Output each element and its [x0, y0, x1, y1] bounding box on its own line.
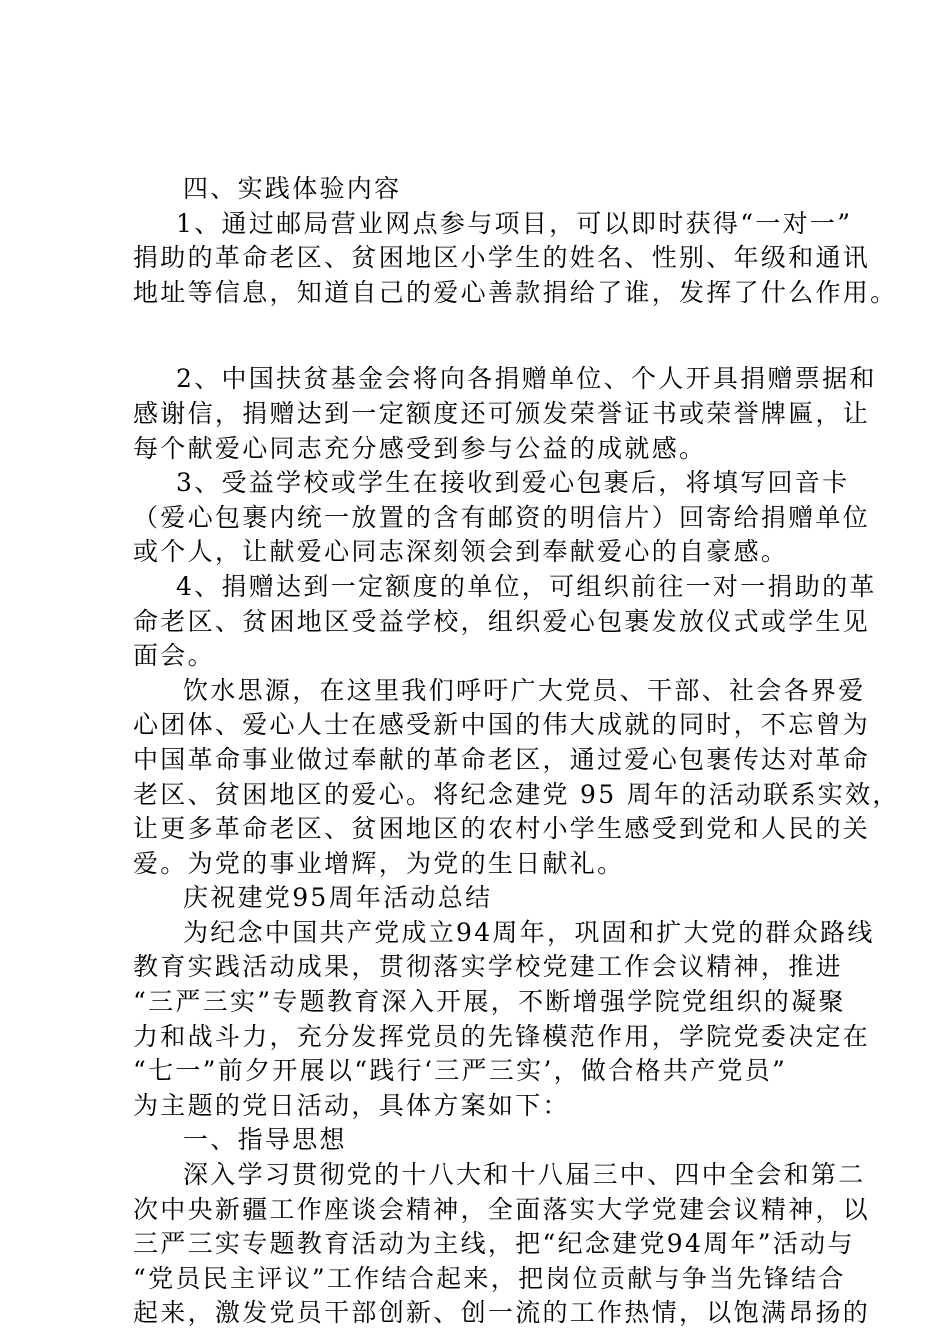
text-line: “党员民主评议”工作结合起来，把岗位贡献与争当先锋结合 — [133, 1263, 846, 1293]
text-line: 力和战斗力，充分发挥党员的先锋模范作用，学院党委决定在 — [133, 1021, 871, 1051]
text-line: 命老区、贫困地区受益学校，组织爱心包裹发放仪式或学生见 — [133, 606, 871, 636]
text-line: 教育实践活动成果，贯彻落实学校党建工作会议精神，推进 — [133, 952, 843, 982]
text-line: 地址等信息，知道自己的爱心善款捐给了谁，发挥了什么作用。 — [133, 277, 898, 307]
text-line: “七一”前夕开展以“践行‘三严三实’，做合格共产党员” — [133, 1056, 788, 1086]
text-line: 爱。为党的事业增辉，为党的生日献礼。 — [133, 848, 625, 878]
text-line: 三严三实专题教育活动为主线，把“纪念建党94周年”活动与 — [133, 1229, 855, 1259]
text-line: 为主题的党日活动，具体方案如下： — [133, 1090, 570, 1120]
text-line: 次中央新疆工作座谈会精神，全面落实大学党建会议精神，以 — [133, 1194, 871, 1224]
text-line: “三严三实”专题教育深入开展，不断增强学院党组织的凝聚 — [133, 987, 846, 1017]
text-line: 或个人，让献爱心同志深刻领会到奉献爱心的自豪感。 — [133, 537, 789, 567]
text-line: 为纪念中国共产党成立94周年，巩固和扩大党的群众路线 — [183, 917, 875, 947]
text-line: 深入学习贯彻党的十八大和十八届三中、四中全会和第二 — [183, 1160, 866, 1190]
text-line: 2、中国扶贫基金会将向各捐赠单位、个人开具捐赠票据和 — [176, 364, 877, 394]
text-line: 老区、贫困地区的爱心。将纪念建党 95 周年的活动联系实效， — [133, 779, 900, 809]
paragraph-gap — [133, 310, 843, 362]
text-line: 每个献爱心同志充分感受到参与公益的成就感。 — [133, 433, 707, 463]
text-line: （爱心包裹内统一放置的含有邮资的明信片）回寄给捐赠单位 — [133, 502, 871, 532]
text-line: 心团体、爱心人士在感受新中国的伟大成就的同时，不忘曾为 — [133, 710, 871, 740]
section-heading: 一、指导思想 — [183, 1125, 347, 1155]
document-body — [133, 172, 900, 1331]
text-line: 捐助的革命老区、贫困地区小学生的姓名、性别、年级和通讯 — [133, 243, 871, 273]
text-line: 中国革命事业做过奉献的革命老区，通过爱心包裹传达对革命 — [133, 744, 871, 774]
text-line: 1、通过邮局营业网点参与项目，可以即时获得“一对一” — [176, 208, 853, 238]
text-line: 4、捐赠达到一定额度的单位，可组织前往一对一捐助的革 — [176, 571, 877, 601]
text-line: 起来，激发党员干部创新、创一流的工作热情，以饱满昂扬的 — [133, 1298, 871, 1328]
text-line: 感谢信，捐赠达到一定额度还可颁发荣誉证书或荣誉牌匾，让 — [133, 398, 871, 428]
text-line: 让更多革命老区、贫困地区的农村小学生感受到党和人民的关 — [133, 814, 871, 844]
text-line: 3、受益学校或学生在接收到爱心包裹后，将填写回音卡 — [176, 468, 850, 498]
text-line: 饮水思源，在这里我们呼吁广大党员、干部、社会各界爱 — [183, 675, 866, 705]
section-heading: 四、实践体验内容 — [183, 174, 402, 203]
text-line: 面会。 — [133, 641, 215, 671]
section-title: 庆祝建党95周年活动总结 — [183, 883, 493, 913]
